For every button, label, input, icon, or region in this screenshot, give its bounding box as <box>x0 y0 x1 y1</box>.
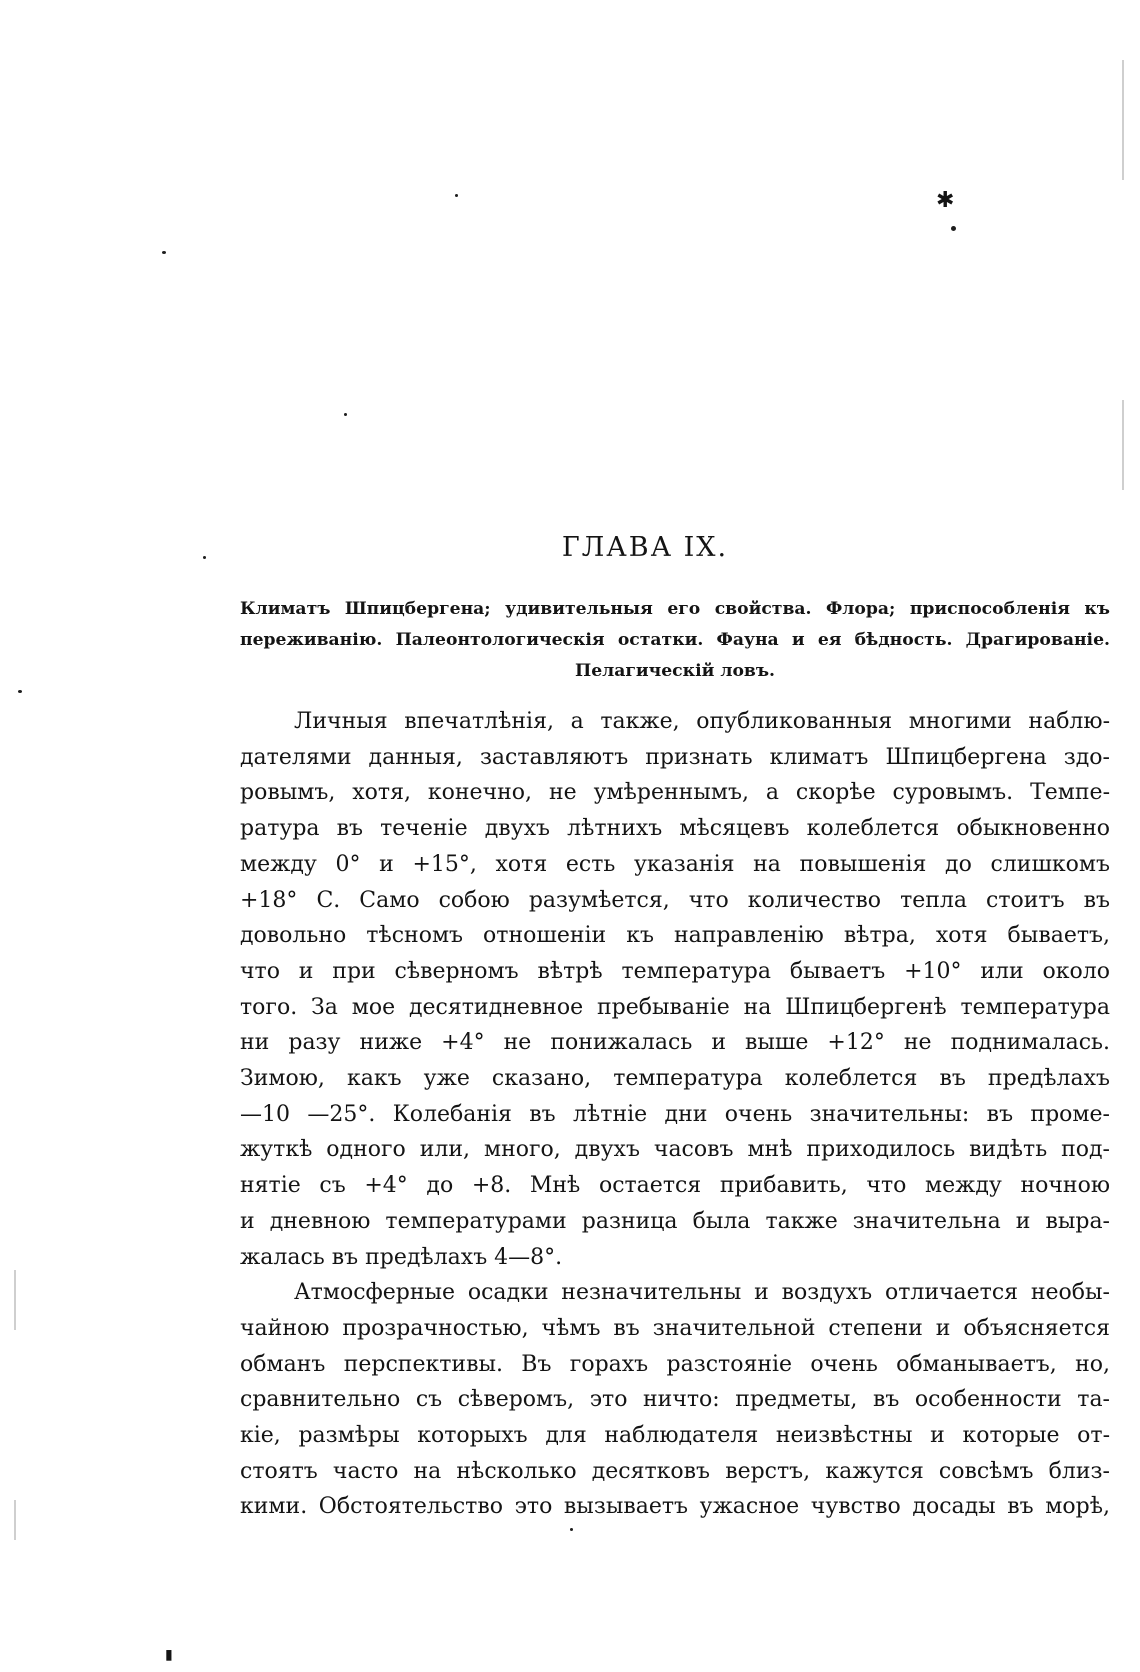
text-line: —10 —25°. Колебанія въ лѣтніе дни очень значительны: въ проме- <box>240 1101 1110 1127</box>
scan-edge-line <box>1122 400 1124 490</box>
scan-edge-line <box>14 1270 16 1330</box>
scan-speck <box>455 194 458 197</box>
text-line: сравнительно съ сѣверомъ, это ничто: предметы, въ особенности та- <box>240 1387 1110 1413</box>
body-text <box>240 704 1110 1525</box>
text-line: Атмосферные осадки незначительны и воздухъ отличается необы- <box>294 1280 1110 1306</box>
text-line: жуткѣ одного или, много, двухъ часовъ мнѣ приходилось видѣть под- <box>240 1137 1110 1163</box>
text-line: что и при сѣверномъ вѣтрѣ температура бываетъ +10° или около <box>240 958 1110 984</box>
scan-speck <box>570 1528 573 1531</box>
text-line: кими. Обстоятельство это вызываетъ ужасное чувство досады въ морѣ, <box>240 1494 1110 1520</box>
text-line: стоятъ часто на нѣсколько десятковъ верстъ, кажутся совсѣмъ близ- <box>240 1458 1110 1484</box>
text-line: ровымъ, хотя, конечно, не умѣреннымъ, а скорѣе суровымъ. Темпе- <box>240 780 1110 806</box>
scan-speck <box>162 251 166 254</box>
text-line: +18° С. Само собою разумѣется, что количество тепла стоитъ въ <box>240 887 1110 913</box>
chapter-summary <box>240 594 1110 687</box>
text-line: ни разу ниже +4° не понижалась и выше +12° не поднималась. <box>240 1030 1110 1056</box>
text-line: кіе, размѣры которыхъ для наблюдателя неизвѣстны и которые от- <box>240 1423 1110 1449</box>
scan-edge-line <box>14 1500 16 1540</box>
scan-ink-mark: ✱ <box>936 188 955 213</box>
text-line: обманъ перспективы. Въ горахъ разстояніе очень обманываетъ, но, <box>240 1351 1110 1377</box>
text-line: нятіе съ +4° до +8. Мнѣ остается прибавить, что между ночною <box>240 1173 1110 1199</box>
text-line: дателями данныя, заставляютъ признать климатъ Шпицбергена здо- <box>240 744 1110 770</box>
text-line: того. За мое десятидневное пребываніе на Шпицбергенѣ температура <box>240 994 1110 1020</box>
chapter-title: ГЛАВА IX. <box>561 532 729 563</box>
scan-speck <box>344 413 347 416</box>
text-line: довольно тѣсномъ отношеніи къ направленію вѣтра, хотя бываетъ, <box>240 923 1110 949</box>
text-line: ратура въ теченіе двухъ лѣтнихъ мѣсяцевъ колеблется обыкновенно <box>240 816 1110 842</box>
summary-line: Климатъ Шпицбергена; удивительныя его свойства. Флора; приспособленія къ <box>240 599 1110 619</box>
scan-ink-mark: ▮ <box>165 1647 173 1663</box>
summary-line: переживанію. Палеонтологическія остатки. Фауна и ея бѣдность. Драгированіе. <box>240 630 1110 650</box>
scan-edge-line <box>1122 60 1124 180</box>
text-line: Зимою, какъ уже сказано, температура колеблется въ предѣлахъ <box>240 1066 1110 1092</box>
scan-speck <box>18 690 22 693</box>
text-line: и дневною температурами разница была также значительна и выра- <box>240 1208 1110 1234</box>
text-line: Личныя впечатлѣнія, а также, опубликованныя многими наблю- <box>294 709 1110 734</box>
text-line: между 0° и +15°, хотя есть указанія на повышенія до слишкомъ <box>240 851 1110 877</box>
text-line: чайною прозрачностью, чѣмъ въ значительной степени и объясняется <box>240 1315 1110 1341</box>
scan-speck <box>951 226 956 231</box>
summary-line: Пелагическій ловъ. <box>574 661 776 681</box>
text-line: жалась въ предѣлахъ 4—8°. <box>240 1244 563 1270</box>
